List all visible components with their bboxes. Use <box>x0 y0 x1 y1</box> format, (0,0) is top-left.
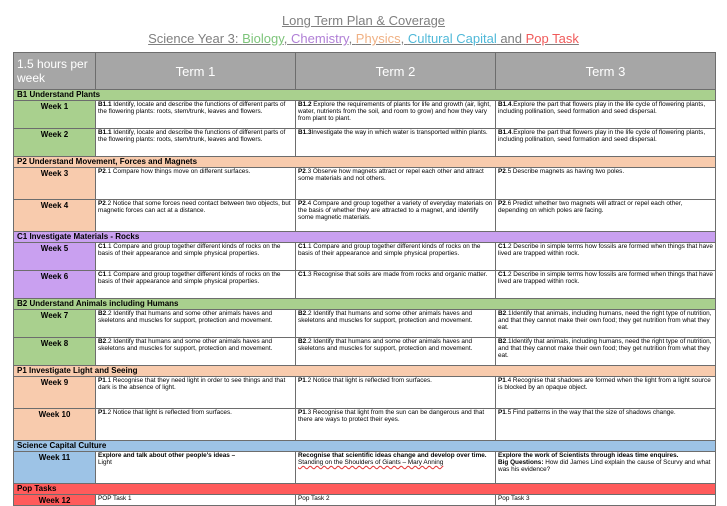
header-term-2: Term 2 <box>296 53 496 90</box>
section-title: B1 Understand Plants <box>14 90 716 101</box>
plan-table <box>13 52 716 506</box>
term-3-cell <box>496 409 716 441</box>
objective-text: .Explore the part that flowers play in the life cycle of flowering plants, including pollination, seed formation and seed dispersal. <box>498 101 706 116</box>
objective-code: C1 <box>98 271 107 278</box>
week-label: Week 10 <box>14 409 96 441</box>
week-label: Week 4 <box>14 200 96 232</box>
cell-subheading: Big Questions: <box>498 459 544 467</box>
objective-text: .2 Describe in simple terms how fossils are formed when things that have lived are trapped within rock. <box>498 243 713 258</box>
section-row <box>14 157 716 168</box>
header-term-1: Term 1 <box>96 53 296 90</box>
objective-code: B1.2 <box>298 101 312 108</box>
objective-code: P2 <box>498 168 506 175</box>
section-row <box>14 299 716 310</box>
cell-text: Light <box>98 459 112 467</box>
objective-code: B2 <box>298 310 307 317</box>
objective-code: C1 <box>498 243 507 250</box>
week-label: Week 8 <box>14 338 96 366</box>
week-label: Week 1 <box>14 101 96 129</box>
objective-code: B1.4 <box>498 101 512 108</box>
term-3-cell <box>496 168 716 200</box>
objective-code: C1 <box>98 243 107 250</box>
week-label: Week 3 <box>14 168 96 200</box>
objective-code: P2 <box>298 200 306 207</box>
term-1-cell <box>96 271 296 299</box>
term-3-cell <box>496 377 716 409</box>
term-1-cell <box>96 310 296 338</box>
objective-code: P1 <box>98 377 106 384</box>
term-2-cell <box>296 452 496 484</box>
week-label: Week 9 <box>14 377 96 409</box>
subtitle-prefix: Science Year 3: <box>148 31 243 46</box>
objective-text: .4 Compare and group together a variety of everyday materials on the basis of whether they are attracted to a magnet, and identify some magnetic materials. <box>298 200 493 222</box>
section-title: P2 Understand Movement, Forces and Magnets <box>14 157 716 168</box>
term-2-cell <box>296 129 496 157</box>
objective-text: Identify, locate and describe the functions of different parts of the flowering plants: roots, stem/trunk, leaves and flowers. <box>98 129 286 144</box>
objective-text: .1 Compare and group together different kinds of rocks on the basis of their appearance and simple physical properties. <box>298 243 481 258</box>
objective-text: .2 Identify that humans and some other animals haves and skeletons and muscles for support, protection and movement. <box>298 338 473 353</box>
term-2-cell <box>296 310 496 338</box>
subtitle-part: Chemistry <box>291 31 349 46</box>
objective-text: .1Identify that animals, including humans, need the right type of nutrition, and that they cannot make their own food; they get nutrition from what they eat. <box>498 310 712 332</box>
objective-text: .2 Notice that light is reflected from surfaces. <box>305 377 432 384</box>
section-title: Pop Tasks <box>14 484 716 495</box>
term-1-cell <box>96 409 296 441</box>
section-row <box>14 484 716 495</box>
objective-code: P1 <box>498 409 506 416</box>
objective-text: Investigate the way in which water is transported within plants. <box>311 129 488 136</box>
term-1-cell <box>96 338 296 366</box>
objective-code: P2 <box>98 168 106 175</box>
objective-code: P1 <box>98 409 106 416</box>
week-row <box>14 452 716 484</box>
term-1-cell <box>96 168 296 200</box>
term-3-cell <box>496 129 716 157</box>
header-term-3: Term 3 <box>496 53 716 90</box>
term-2-cell <box>296 338 496 366</box>
objective-code: C1 <box>298 243 307 250</box>
objective-text: .4 Recognise that shadows are formed when the light from a light source is blocked by an opaque object. <box>498 377 711 392</box>
week-row <box>14 200 716 232</box>
term-3-cell <box>496 452 716 484</box>
week-row <box>14 377 716 409</box>
objective-text: .1 Compare how things move on different surfaces. <box>105 168 251 175</box>
section-title: Science Capital Culture <box>14 441 716 452</box>
week-row <box>14 338 716 366</box>
objective-text: .1 Compare and group together different kinds of rocks on the basis of their appearance and simple physical properties. <box>98 271 281 286</box>
section-title: B2 Understand Animals including Humans <box>14 299 716 310</box>
section-title: P1 Investigate Light and Seeing <box>14 366 716 377</box>
week-row <box>14 495 716 506</box>
cell-text: How did James Lind explain the cause of Scurvy and what was his evidence? <box>498 459 711 474</box>
objective-code: P1 <box>298 377 306 384</box>
week-row <box>14 271 716 299</box>
week-row <box>14 168 716 200</box>
week-label: Week 6 <box>14 271 96 299</box>
term-1-cell <box>96 452 296 484</box>
page-title: Long Term Plan & Coverage <box>281 13 446 28</box>
term-2-cell: Pop Task 2 <box>296 495 496 506</box>
objective-text: .2 Describe in simple terms how fossils are formed when things that have lived are trapped within rock. <box>498 271 713 286</box>
objective-code: B1.1 <box>98 101 112 108</box>
week-label: Week 7 <box>14 310 96 338</box>
objective-code: B2 <box>498 338 507 345</box>
objective-text: .2 Notice that some forces need contact between two objects, but magnetic forces can act at a distance. <box>98 200 291 215</box>
objective-text: .3 Observe how magnets attract or repel each other and attract some materials and not others. <box>298 168 484 183</box>
objective-text: Identify, locate and describe the functions of different parts of the flowering plants: roots, stem/trunk, leaves and flowers. <box>98 101 286 116</box>
cell-text: Standing on the Shoulders of Giants – Mary Anning <box>298 459 444 467</box>
term-2-cell <box>296 409 496 441</box>
section-row <box>14 366 716 377</box>
week-row <box>14 243 716 271</box>
week-row <box>14 129 716 157</box>
objective-text: .6 Predict whether two magnets will attract or repel each other, depending on which poles are facing. <box>498 200 683 215</box>
objective-text: .5 Describe magnets as having two poles. <box>505 168 625 175</box>
week-row <box>14 409 716 441</box>
subtitle-part: Physics <box>355 31 401 46</box>
objective-code: P2 <box>498 200 506 207</box>
objective-code: C1 <box>298 271 307 278</box>
objective-code: B2 <box>98 310 107 317</box>
term-1-cell <box>96 200 296 232</box>
section-row <box>14 232 716 243</box>
term-3-cell <box>496 200 716 232</box>
objective-text: .2 Notice that light is reflected from surfaces. <box>105 409 232 416</box>
cell-heading: Explore and talk about other people's ideas – <box>98 452 236 459</box>
term-1-cell <box>96 129 296 157</box>
subtitle-part: Biology <box>242 31 284 46</box>
subtitle-part: Cultural Capital <box>407 31 497 46</box>
section-title: C1 Investigate Materials - Rocks <box>14 232 716 243</box>
term-2-cell <box>296 271 496 299</box>
subtitle-part: , <box>400 31 408 46</box>
objective-code: B1.3 <box>298 129 312 136</box>
objective-code: B1.1 <box>98 129 112 136</box>
week-label: Week 12 <box>14 495 96 506</box>
term-2-cell <box>296 200 496 232</box>
objective-text: .1 Compare and group together different kinds of rocks on the basis of their appearance and simple physical properties. <box>98 243 281 258</box>
subtitle-part: , <box>348 31 356 46</box>
page-subtitle <box>0 31 727 46</box>
subtitle-part: , <box>283 31 292 46</box>
term-1-cell <box>96 243 296 271</box>
term-3-cell <box>496 101 716 129</box>
subtitle-part: and <box>496 31 526 46</box>
objective-code: C1 <box>498 271 507 278</box>
week-label: Week 2 <box>14 129 96 157</box>
objective-code: P2 <box>98 200 106 207</box>
objective-text: .2 Identify that humans and some other animals haves and skeletons and muscles for support, protection and movement. <box>298 310 473 325</box>
objective-text: .1 Recognise that they need light in order to see things and that dark is the absence of light. <box>98 377 286 392</box>
term-1-cell: POP Task 1 <box>96 495 296 506</box>
section-row <box>14 90 716 101</box>
term-2-cell <box>296 168 496 200</box>
term-1-cell <box>96 101 296 129</box>
objective-text: .5 Find patterns in the way that the size of shadows change. <box>505 409 676 416</box>
objective-text: .2 Identify that humans and some other animals haves and skeletons and muscles for support, protection and movement. <box>98 310 273 325</box>
objective-code: P1 <box>298 409 306 416</box>
header-hours: 1.5 hours per week <box>14 53 96 90</box>
section-row <box>14 441 716 452</box>
objective-text: .3 Recognise that light from the sun can be dangerous and that there are ways to protect their eyes. <box>298 409 485 424</box>
cell-heading: Explore the work of Scientists through ideas time enquires. <box>498 452 679 459</box>
objective-text: .Explore the part that flowers play in the life cycle of flowering plants, including pollination, seed formation and seed dispersal. <box>498 129 706 144</box>
objective-code: B2 <box>298 338 307 345</box>
term-2-cell <box>296 101 496 129</box>
subtitle-part: Pop Task <box>525 31 579 46</box>
objective-text: Explore the requirements of plants for life and growth (air, light, water, nutrients from the soil, and room to grow) and how they vary from plant to plant. <box>298 101 491 123</box>
objective-text: .2 Identify that humans and some other animals haves and skeletons and muscles for support, protection and movement. <box>98 338 273 353</box>
cell-heading: Recognise that scientific ideas change and develop over time. <box>298 452 487 459</box>
term-3-cell <box>496 338 716 366</box>
objective-code: P1 <box>498 377 506 384</box>
objective-code: B1.4 <box>498 129 512 136</box>
week-label: Week 5 <box>14 243 96 271</box>
week-label: Week 11 <box>14 452 96 484</box>
objective-code: B2 <box>98 338 107 345</box>
term-2-cell <box>296 377 496 409</box>
term-1-cell <box>96 377 296 409</box>
term-3-cell: Pop Task 3 <box>496 495 716 506</box>
objective-code: B2 <box>498 310 507 317</box>
week-row <box>14 101 716 129</box>
term-3-cell <box>496 271 716 299</box>
objective-code: P2 <box>298 168 306 175</box>
week-row <box>14 310 716 338</box>
objective-text: .1Identify that animals, including humans, need the right type of nutrition, and that they cannot make their own food; they get nutrition from what they eat. <box>498 338 712 360</box>
term-3-cell <box>496 243 716 271</box>
objective-text: .3 Recognise that soils are made from rocks and organic matter. <box>306 271 488 278</box>
term-3-cell <box>496 310 716 338</box>
term-2-cell <box>296 243 496 271</box>
